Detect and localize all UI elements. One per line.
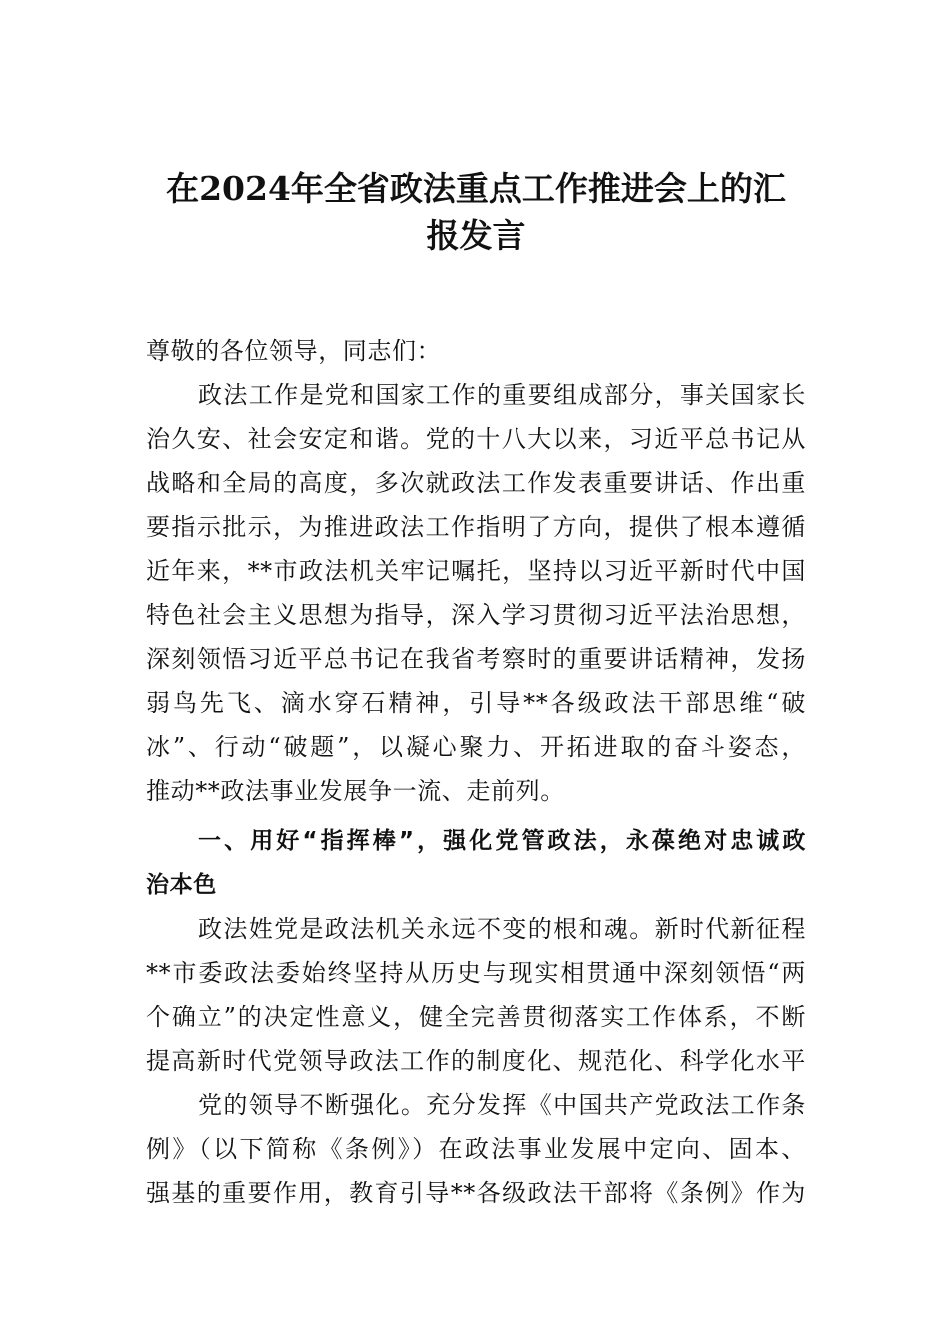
document-title-line-2: 报发言 — [426, 216, 526, 255]
paragraph-1-line: 弱鸟先飞、滴水穿石精神，引导**各级政法干部思维“破 — [146, 689, 806, 717]
paragraph-1-line: 战略和全局的高度，多次就政法工作发表重要讲话、作出重 — [146, 469, 806, 497]
paragraph-3-line: 例》（以下简称《条例》）在政法事业发展中定向、固本、 — [146, 1135, 806, 1163]
paragraph-2-line: **市委政法委始终坚持从历史与现实相贯通中深刻领悟“两 — [146, 959, 806, 987]
section-heading-1: 一、用好“指挥棒”，强化党管政法，永葆绝对忠诚政 — [198, 828, 806, 854]
paragraph-1-line: 冰”、行动“破题”，以凝心聚力、开拓进取的奋斗姿态， — [146, 733, 806, 761]
paragraph-2-line: 个确立”的决定性意义，健全完善贯彻落实工作体系，不断 — [146, 1003, 806, 1031]
paragraph-1-line: 深刻领悟习近平总书记在我省考察时的重要讲话精神，发扬 — [146, 645, 806, 673]
paragraph-1-line: 推动**政法事业发展争一流、走前列。 — [146, 777, 565, 805]
paragraph-1-line: 特色社会主义思想为指导，深入学习贯彻习近平法治思想， — [146, 601, 806, 629]
paragraph-1-line: 政法工作是党和国家工作的重要组成部分，事关国家长 — [198, 381, 806, 409]
section-heading-1: 治本色 — [146, 872, 217, 898]
paragraph-3-line: 强基的重要作用，教育引导**各级政法干部将《条例》作为 — [146, 1179, 806, 1207]
paragraph-1-line: 要指示批示，为推进政法工作指明了方向，提供了根本遵循 — [146, 513, 806, 541]
paragraph-1-line: 治久安、社会安定和谐。党的十八大以来，习近平总书记从 — [146, 425, 806, 453]
paragraph-2-line: 政法姓党是政法机关永远不变的根和魂。新时代新征程 — [198, 915, 806, 943]
paragraph-2-line: 提高新时代党领导政法工作的制度化、规范化、科学化水平 — [146, 1047, 806, 1075]
paragraph-1-line: 近年来，**市政法机关牢记嘱托，坚持以习近平新时代中国 — [146, 557, 806, 585]
document-title-line-1: 在2024年全省政法重点工作推进会上的汇 — [166, 169, 786, 208]
paragraph-3-line: 党的领导不断强化。充分发挥《中国共产党政法工作条 — [198, 1091, 806, 1119]
salutation: 尊敬的各位领导，同志们： — [146, 337, 442, 365]
